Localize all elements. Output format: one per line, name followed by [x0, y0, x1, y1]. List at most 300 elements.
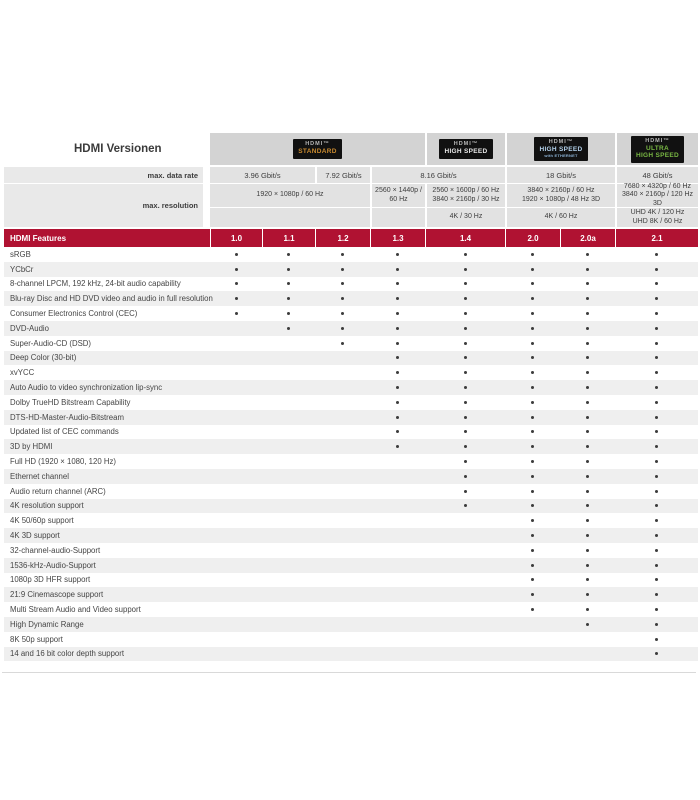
resolution-value-upper: [425, 184, 505, 208]
feature-label: 4K resolution support: [10, 501, 84, 511]
supported-dot: [464, 490, 467, 493]
feature-cell-2.0a: [560, 558, 615, 573]
feature-cell-1.3: [370, 647, 425, 662]
supported-dot: [655, 297, 658, 300]
feature-cell-1.3: [370, 543, 425, 558]
feature-cell-1.0: [210, 395, 262, 410]
feature-cell-1.2: [315, 469, 370, 484]
supported-dot: [396, 416, 399, 419]
feature-label: Updated list of CEC commands: [10, 427, 119, 437]
feature-cell-1.2: [315, 632, 370, 647]
supported-dot: [655, 623, 658, 626]
feature-cell-1.3: [370, 617, 425, 632]
logo-type-text: HIGH SPEED: [635, 152, 680, 159]
feature-cell-2.0a: [560, 425, 615, 440]
feature-cell-1.4: [425, 484, 505, 499]
feature-cell-1.0: [210, 528, 262, 543]
supported-dot: [341, 268, 344, 271]
supported-dot: [531, 460, 534, 463]
feature-cell-2.0a: [560, 454, 615, 469]
feature-cell-2.0: [505, 573, 560, 588]
supported-dot: [655, 327, 658, 330]
supported-dot: [396, 253, 399, 256]
features-header-label: HDMI Features: [10, 233, 67, 243]
feature-cell-2.1: [615, 425, 698, 440]
supported-dot: [586, 253, 589, 256]
feature-cell-2.1: [615, 247, 698, 262]
feature-cell-2.0: [505, 336, 560, 351]
feature-row: [4, 291, 698, 306]
supported-dot: [464, 460, 467, 463]
supported-dot: [531, 608, 534, 611]
data-rate-value: 18 Gbit/s: [505, 167, 615, 183]
feature-cell-1.4: [425, 365, 505, 380]
supported-dot: [287, 327, 290, 330]
supported-dot: [464, 416, 467, 419]
feature-cell-2.0: [505, 351, 560, 366]
feature-cell-2.1: [615, 587, 698, 602]
feature-cell-1.4: [425, 543, 505, 558]
feature-cell-1.2: [315, 262, 370, 277]
supported-dot: [586, 608, 589, 611]
feature-row: [4, 395, 698, 410]
feature-cell-1.2: [315, 454, 370, 469]
resolution-value-upper: [370, 184, 425, 208]
feature-label: 4K 50/60p support: [10, 516, 74, 526]
feature-cell-1.1: [262, 617, 315, 632]
supported-dot: [396, 430, 399, 433]
logo-type-text: STANDARD: [298, 148, 337, 156]
supported-dot: [655, 460, 658, 463]
supported-dot: [531, 519, 534, 522]
feature-cell-2.1: [615, 573, 698, 588]
resolution-value-lower: [505, 208, 615, 227]
feature-cell-2.0: [505, 380, 560, 395]
feature-cell-1.0: [210, 351, 262, 366]
resolution-label: max. resolution: [4, 184, 210, 227]
feature-label: Auto Audio to video synchronization lip-sync: [10, 383, 163, 393]
supported-dot: [586, 416, 589, 419]
resolution-line: UHD 4K / 120 Hz: [630, 209, 685, 216]
feature-cell-1.1: [262, 365, 315, 380]
feature-row: [4, 617, 698, 632]
supported-dot: [396, 386, 399, 389]
supported-dot: [341, 312, 344, 315]
feature-cell-2.0a: [560, 380, 615, 395]
feature-cell-2.1: [615, 558, 698, 573]
supported-dot: [396, 356, 399, 359]
page-title: HDMI Versionen: [74, 143, 162, 155]
feature-cell-2.1: [615, 632, 698, 647]
feature-label: Super-Audio-CD (DSD): [10, 338, 92, 348]
feature-cell-2.0a: [560, 499, 615, 514]
feature-label: sRGB: [10, 249, 31, 259]
feature-cell-2.1: [615, 528, 698, 543]
feature-cell-1.1: [262, 469, 315, 484]
feature-cell-2.0: [505, 247, 560, 262]
supported-dot: [586, 371, 589, 374]
feature-row: [4, 558, 698, 573]
resolution-line: 4K / 60 Hz: [544, 213, 578, 221]
feature-row: [4, 247, 698, 262]
feature-cell-2.0: [505, 321, 560, 336]
feature-cell-1.0: [210, 587, 262, 602]
data-rate-row: [4, 167, 698, 183]
supported-dot: [531, 401, 534, 404]
feature-cell-1.0: [210, 484, 262, 499]
feature-cell-1.1: [262, 558, 315, 573]
feature-cell-2.0a: [560, 365, 615, 380]
feature-cell-1.4: [425, 410, 505, 425]
hdmi-version-table: [4, 133, 698, 661]
supported-dot: [655, 268, 658, 271]
supported-dot: [586, 356, 589, 359]
supported-dot: [655, 416, 658, 419]
resolution-line: 4K / 30 Hz: [449, 213, 483, 221]
feature-cell-1.2: [315, 291, 370, 306]
feature-row: [4, 277, 698, 292]
supported-dot: [586, 342, 589, 345]
resolution-line: 60 Hz: [389, 195, 408, 203]
feature-cell-1.4: [425, 306, 505, 321]
data-rate-label: max. data rate: [4, 167, 210, 183]
feature-cell-1.0: [210, 454, 262, 469]
feature-label: Deep Color (30-bit): [10, 353, 77, 363]
feature-cell-1.3: [370, 587, 425, 602]
supported-dot: [655, 593, 658, 596]
feature-cell-2.1: [615, 499, 698, 514]
version-header-1.3: 1.3: [370, 229, 425, 247]
supported-dot: [531, 356, 534, 359]
supported-dot: [531, 386, 534, 389]
feature-cell-1.2: [315, 365, 370, 380]
feature-cell-2.1: [615, 306, 698, 321]
feature-cell-2.0a: [560, 587, 615, 602]
feature-cell-1.0: [210, 336, 262, 351]
supported-dot: [586, 490, 589, 493]
feature-cell-1.3: [370, 513, 425, 528]
feature-cell-1.4: [425, 277, 505, 292]
feature-label: 14 and 16 bit color depth support: [10, 649, 125, 659]
feature-cell-2.0a: [560, 573, 615, 588]
feature-cell-1.3: [370, 380, 425, 395]
supported-dot: [396, 282, 399, 285]
feature-cell-2.1: [615, 351, 698, 366]
feature-cell-1.1: [262, 410, 315, 425]
feature-cell-2.0a: [560, 277, 615, 292]
feature-cell-2.0a: [560, 469, 615, 484]
feature-cell-2.0a: [560, 543, 615, 558]
feature-cell-2.0: [505, 306, 560, 321]
resolution-line: 2560 × 1600p / 60 Hz: [432, 187, 500, 194]
logo-type-text: ULTRA: [645, 144, 670, 152]
feature-label: 3D by HDMI: [10, 442, 53, 452]
feature-cell-2.1: [615, 602, 698, 617]
feature-cell-2.0: [505, 469, 560, 484]
supported-dot: [586, 282, 589, 285]
feature-cell-1.4: [425, 336, 505, 351]
supported-dot: [531, 564, 534, 567]
supported-dot: [464, 371, 467, 374]
supported-dot: [464, 282, 467, 285]
supported-dot: [586, 519, 589, 522]
supported-dot: [586, 549, 589, 552]
hdmi-brand-text: HDMI™: [645, 137, 670, 144]
hdmi-high-speed-ethernet-group: [507, 133, 615, 165]
supported-dot: [655, 608, 658, 611]
resolution-value-lower: [370, 208, 425, 227]
feature-cell-1.2: [315, 558, 370, 573]
resolution-value-upper: [615, 184, 698, 208]
feature-row: [4, 647, 698, 662]
feature-cell-1.4: [425, 262, 505, 277]
feature-cell-1.3: [370, 351, 425, 366]
feature-cell-2.1: [615, 291, 698, 306]
bottom-divider: [2, 672, 696, 673]
feature-cell-1.4: [425, 425, 505, 440]
feature-cell-1.2: [315, 351, 370, 366]
feature-cell-1.4: [425, 632, 505, 647]
feature-cell-2.0: [505, 365, 560, 380]
feature-cell-1.3: [370, 632, 425, 647]
supported-dot: [586, 430, 589, 433]
feature-cell-2.1: [615, 336, 698, 351]
feature-cell-2.0: [505, 262, 560, 277]
feature-cell-1.1: [262, 513, 315, 528]
feature-cell-1.2: [315, 528, 370, 543]
resolution-value-upper: [210, 184, 370, 208]
feature-rows: [4, 247, 698, 661]
feature-cell-1.3: [370, 484, 425, 499]
supported-dot: [655, 638, 658, 641]
supported-dot: [464, 253, 467, 256]
feature-cell-1.3: [370, 573, 425, 588]
supported-dot: [531, 416, 534, 419]
supported-dot: [464, 445, 467, 448]
feature-cell-1.3: [370, 410, 425, 425]
feature-cell-1.0: [210, 291, 262, 306]
supported-dot: [396, 342, 399, 345]
feature-label: YCbCr: [10, 264, 34, 274]
hdmi-brand-text: HDMI™: [453, 141, 479, 148]
supported-dot: [287, 253, 290, 256]
feature-cell-2.0: [505, 291, 560, 306]
feature-cell-1.4: [425, 247, 505, 262]
feature-label: 8K 50p support: [10, 634, 63, 644]
feature-cell-1.0: [210, 573, 262, 588]
hdmi-brand-text: HDMI™: [548, 138, 574, 145]
feature-row: [4, 365, 698, 380]
feature-cell-2.0a: [560, 262, 615, 277]
supported-dot: [586, 623, 589, 626]
feature-cell-2.0: [505, 499, 560, 514]
version-header-2.0: 2.0: [505, 229, 560, 247]
feature-cell-1.1: [262, 321, 315, 336]
feature-cell-1.0: [210, 425, 262, 440]
feature-cell-1.1: [262, 602, 315, 617]
feature-row: [4, 528, 698, 543]
feature-cell-1.0: [210, 247, 262, 262]
supported-dot: [586, 578, 589, 581]
feature-cell-1.2: [315, 587, 370, 602]
supported-dot: [586, 312, 589, 315]
feature-cell-1.2: [315, 484, 370, 499]
supported-dot: [531, 282, 534, 285]
supported-dot: [655, 430, 658, 433]
feature-cell-2.0a: [560, 513, 615, 528]
feature-row: [4, 410, 698, 425]
feature-cell-1.0: [210, 617, 262, 632]
feature-cell-1.2: [315, 617, 370, 632]
feature-cell-2.0a: [560, 528, 615, 543]
supported-dot: [586, 327, 589, 330]
feature-row: [4, 321, 698, 336]
feature-cell-1.4: [425, 573, 505, 588]
feature-cell-1.3: [370, 277, 425, 292]
feature-cell-1.1: [262, 543, 315, 558]
feature-cell-2.1: [615, 380, 698, 395]
feature-cell-2.1: [615, 410, 698, 425]
feature-label: 1536-kHz-Audio-Support: [10, 560, 96, 570]
feature-cell-2.0: [505, 617, 560, 632]
hdmi-brand-text: HDMI™: [305, 141, 330, 148]
feature-cell-1.3: [370, 499, 425, 514]
supported-dot: [464, 268, 467, 271]
feature-row: [4, 469, 698, 484]
feature-cell-1.4: [425, 558, 505, 573]
feature-cell-1.2: [315, 321, 370, 336]
supported-dot: [531, 297, 534, 300]
feature-cell-1.1: [262, 336, 315, 351]
feature-row: [4, 439, 698, 454]
feature-cell-1.0: [210, 469, 262, 484]
feature-cell-2.0: [505, 543, 560, 558]
feature-cell-1.0: [210, 306, 262, 321]
feature-cell-1.2: [315, 395, 370, 410]
feature-row: [4, 573, 698, 588]
feature-cell-1.1: [262, 425, 315, 440]
feature-cell-2.0a: [560, 247, 615, 262]
supported-dot: [464, 356, 467, 359]
data-rate-value: 8.16 Gbit/s: [370, 167, 505, 183]
feature-cell-2.0: [505, 484, 560, 499]
feature-cell-1.2: [315, 439, 370, 454]
feature-cell-2.0a: [560, 602, 615, 617]
feature-cell-1.4: [425, 647, 505, 662]
feature-cell-1.0: [210, 647, 262, 662]
supported-dot: [396, 312, 399, 315]
feature-cell-1.4: [425, 321, 505, 336]
feature-cell-1.1: [262, 277, 315, 292]
supported-dot: [655, 475, 658, 478]
feature-cell-1.4: [425, 513, 505, 528]
data-rate-value: 48 Gbit/s: [615, 167, 698, 183]
feature-cell-2.1: [615, 395, 698, 410]
feature-cell-2.0: [505, 647, 560, 662]
feature-cell-1.3: [370, 439, 425, 454]
resolution-line: 7680 × 4320p / 60 Hz: [623, 182, 692, 190]
feature-row: [4, 425, 698, 440]
feature-cell-1.0: [210, 277, 262, 292]
feature-label: DVD-Audio: [10, 323, 49, 333]
hdmi-high-speed-logo: [439, 139, 492, 159]
feature-label: Multi Stream Audio and Video support: [10, 605, 141, 615]
supported-dot: [531, 430, 534, 433]
feature-cell-1.3: [370, 365, 425, 380]
feature-cell-1.2: [315, 647, 370, 662]
supported-dot: [531, 490, 534, 493]
feature-cell-2.1: [615, 647, 698, 662]
feature-cell-1.1: [262, 262, 315, 277]
feature-row: [4, 336, 698, 351]
feature-row: [4, 306, 698, 321]
feature-cell-1.3: [370, 395, 425, 410]
feature-cell-2.1: [615, 484, 698, 499]
resolution-line: 1920 × 1080p / 60 Hz: [256, 191, 324, 199]
feature-cell-1.2: [315, 543, 370, 558]
supported-dot: [531, 578, 534, 581]
version-header-2.1: 2.1: [615, 229, 698, 247]
supported-dot: [655, 519, 658, 522]
supported-dot: [464, 401, 467, 404]
feature-cell-2.0a: [560, 395, 615, 410]
feature-cell-2.1: [615, 439, 698, 454]
feature-cell-1.1: [262, 247, 315, 262]
feature-cell-1.2: [315, 602, 370, 617]
resolution-line: 3840 × 2160p / 30 Hz: [432, 195, 500, 203]
hdmi-high-speed-ethernet-logo: [534, 137, 587, 162]
feature-cell-1.0: [210, 513, 262, 528]
supported-dot: [235, 282, 238, 285]
feature-cell-2.0a: [560, 306, 615, 321]
supported-dot: [341, 282, 344, 285]
feature-cell-1.4: [425, 291, 505, 306]
supported-dot: [396, 297, 399, 300]
feature-cell-1.1: [262, 306, 315, 321]
feature-cell-2.0: [505, 632, 560, 647]
feature-cell-1.0: [210, 262, 262, 277]
feature-cell-1.3: [370, 321, 425, 336]
feature-cell-2.1: [615, 469, 698, 484]
version-header-2.0a: 2.0a: [560, 229, 615, 247]
supported-dot: [586, 386, 589, 389]
feature-cell-1.0: [210, 410, 262, 425]
resolution-line: UHD 8K / 60 Hz: [632, 217, 683, 225]
feature-cell-1.2: [315, 277, 370, 292]
logo-band: [4, 133, 698, 165]
feature-cell-2.0a: [560, 617, 615, 632]
feature-cell-1.4: [425, 528, 505, 543]
hdmi-ultra-high-speed-logo: [631, 136, 684, 163]
feature-row: [4, 632, 698, 647]
feature-label: Blu-ray Disc and HD DVD video and audio in full resolution: [10, 294, 213, 304]
supported-dot: [531, 253, 534, 256]
supported-dot: [655, 312, 658, 315]
feature-cell-1.4: [425, 587, 505, 602]
supported-dot: [586, 504, 589, 507]
supported-dot: [531, 475, 534, 478]
feature-cell-1.3: [370, 247, 425, 262]
feature-cell-1.3: [370, 306, 425, 321]
feature-cell-1.4: [425, 602, 505, 617]
supported-dot: [655, 445, 658, 448]
feature-cell-1.1: [262, 528, 315, 543]
supported-dot: [586, 564, 589, 567]
supported-dot: [655, 578, 658, 581]
feature-cell-2.1: [615, 365, 698, 380]
feature-cell-2.0a: [560, 439, 615, 454]
supported-dot: [464, 327, 467, 330]
